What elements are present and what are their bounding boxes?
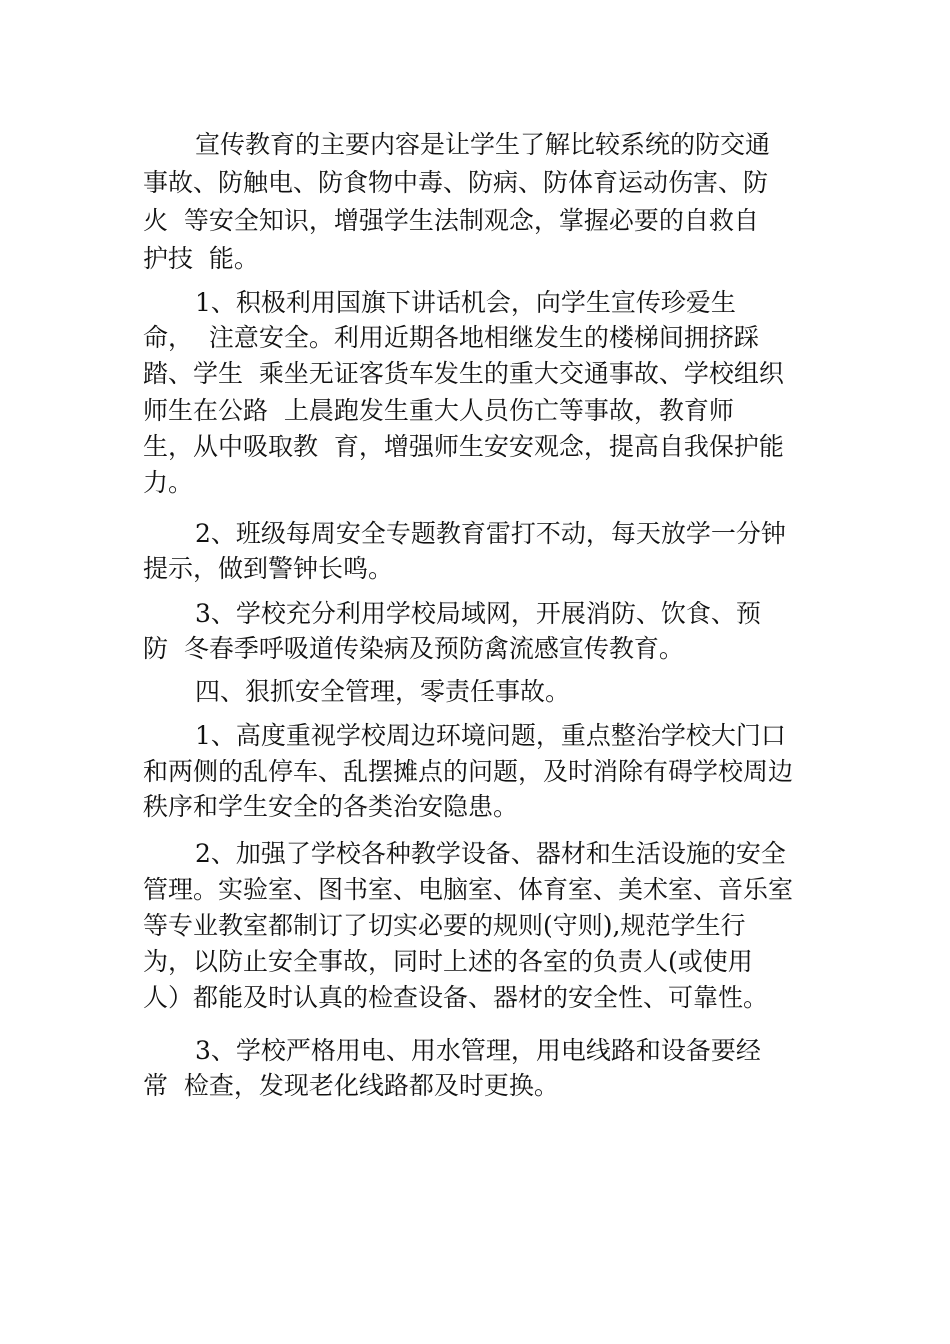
text-line: 1、高度重视学校周边环境问题，重点整治学校大门口 xyxy=(195,721,786,750)
text-line: 提示，做到警钟长鸣。 xyxy=(143,554,394,583)
text-line: 秩序和学生安全的各类治安隐患。 xyxy=(143,792,519,821)
text-line: 常 检查，发现老化线路都及时更换。 xyxy=(143,1071,559,1100)
text-line: 火 等安全知识，增强学生法制观念，掌握必要的自救自 xyxy=(143,206,759,235)
text-line: 和两侧的乱停车、乱摆摊点的问题，及时消除有碍学校周边 xyxy=(143,757,794,786)
text-line: 生，从中吸取教 育，增强师生安安观念，提高自我保护能 xyxy=(143,432,784,461)
text-line: 防 冬春季呼吸道传染病及预防禽流感宣传教育。 xyxy=(143,634,684,663)
text-line: 1、积极利用国旗下讲话机会，向学生宣传珍爱生 xyxy=(195,288,736,317)
text-line: 踏、学生 乘坐无证客货车发生的重大交通事故、学校组织 xyxy=(143,359,784,388)
text-line: 3、学校充分利用学校局域网，开展消防、饮食、预 xyxy=(195,599,761,628)
text-line: 2、加强了学校各种教学设备、器材和生活设施的安全 xyxy=(195,839,786,868)
text-line: 命， 注意安全。利用近期各地相继发生的楼梯间拥挤踩 xyxy=(143,323,759,352)
text-line: 3、学校严格用电、用水管理，用电线路和设备要经 xyxy=(195,1036,761,1065)
text-line: 宣传教育的主要内容是让学生了解比较系统的防交通 xyxy=(195,130,771,159)
text-line: 等专业教室都制订了切实必要的规则(守则),规范学生行 xyxy=(143,911,746,940)
text-line: 力。 xyxy=(143,468,194,497)
text-line: 师生在公路 上晨跑发生重大人员伤亡等事故，教育师 xyxy=(143,396,734,425)
text-line: 2、班级每周安全专题教育雷打不动，每天放学一分钟 xyxy=(195,519,786,548)
text-line: 事故、防触电、防食物中毒、防病、防体育运动伤害、防 xyxy=(143,168,769,197)
text-line: 人）都能及时认真的检查设备、器材的安全性、可靠性。 xyxy=(143,983,769,1012)
text-line: 四、狠抓安全管理，零责任事故。 xyxy=(195,677,571,706)
text-line: 为，以防止安全事故，同时上述的各室的负责人(或使用 xyxy=(143,947,753,976)
text-line: 护技 能。 xyxy=(143,244,259,273)
text-line: 管理。实验室、图书室、电脑室、体育室、美术室、音乐室 xyxy=(143,875,794,904)
